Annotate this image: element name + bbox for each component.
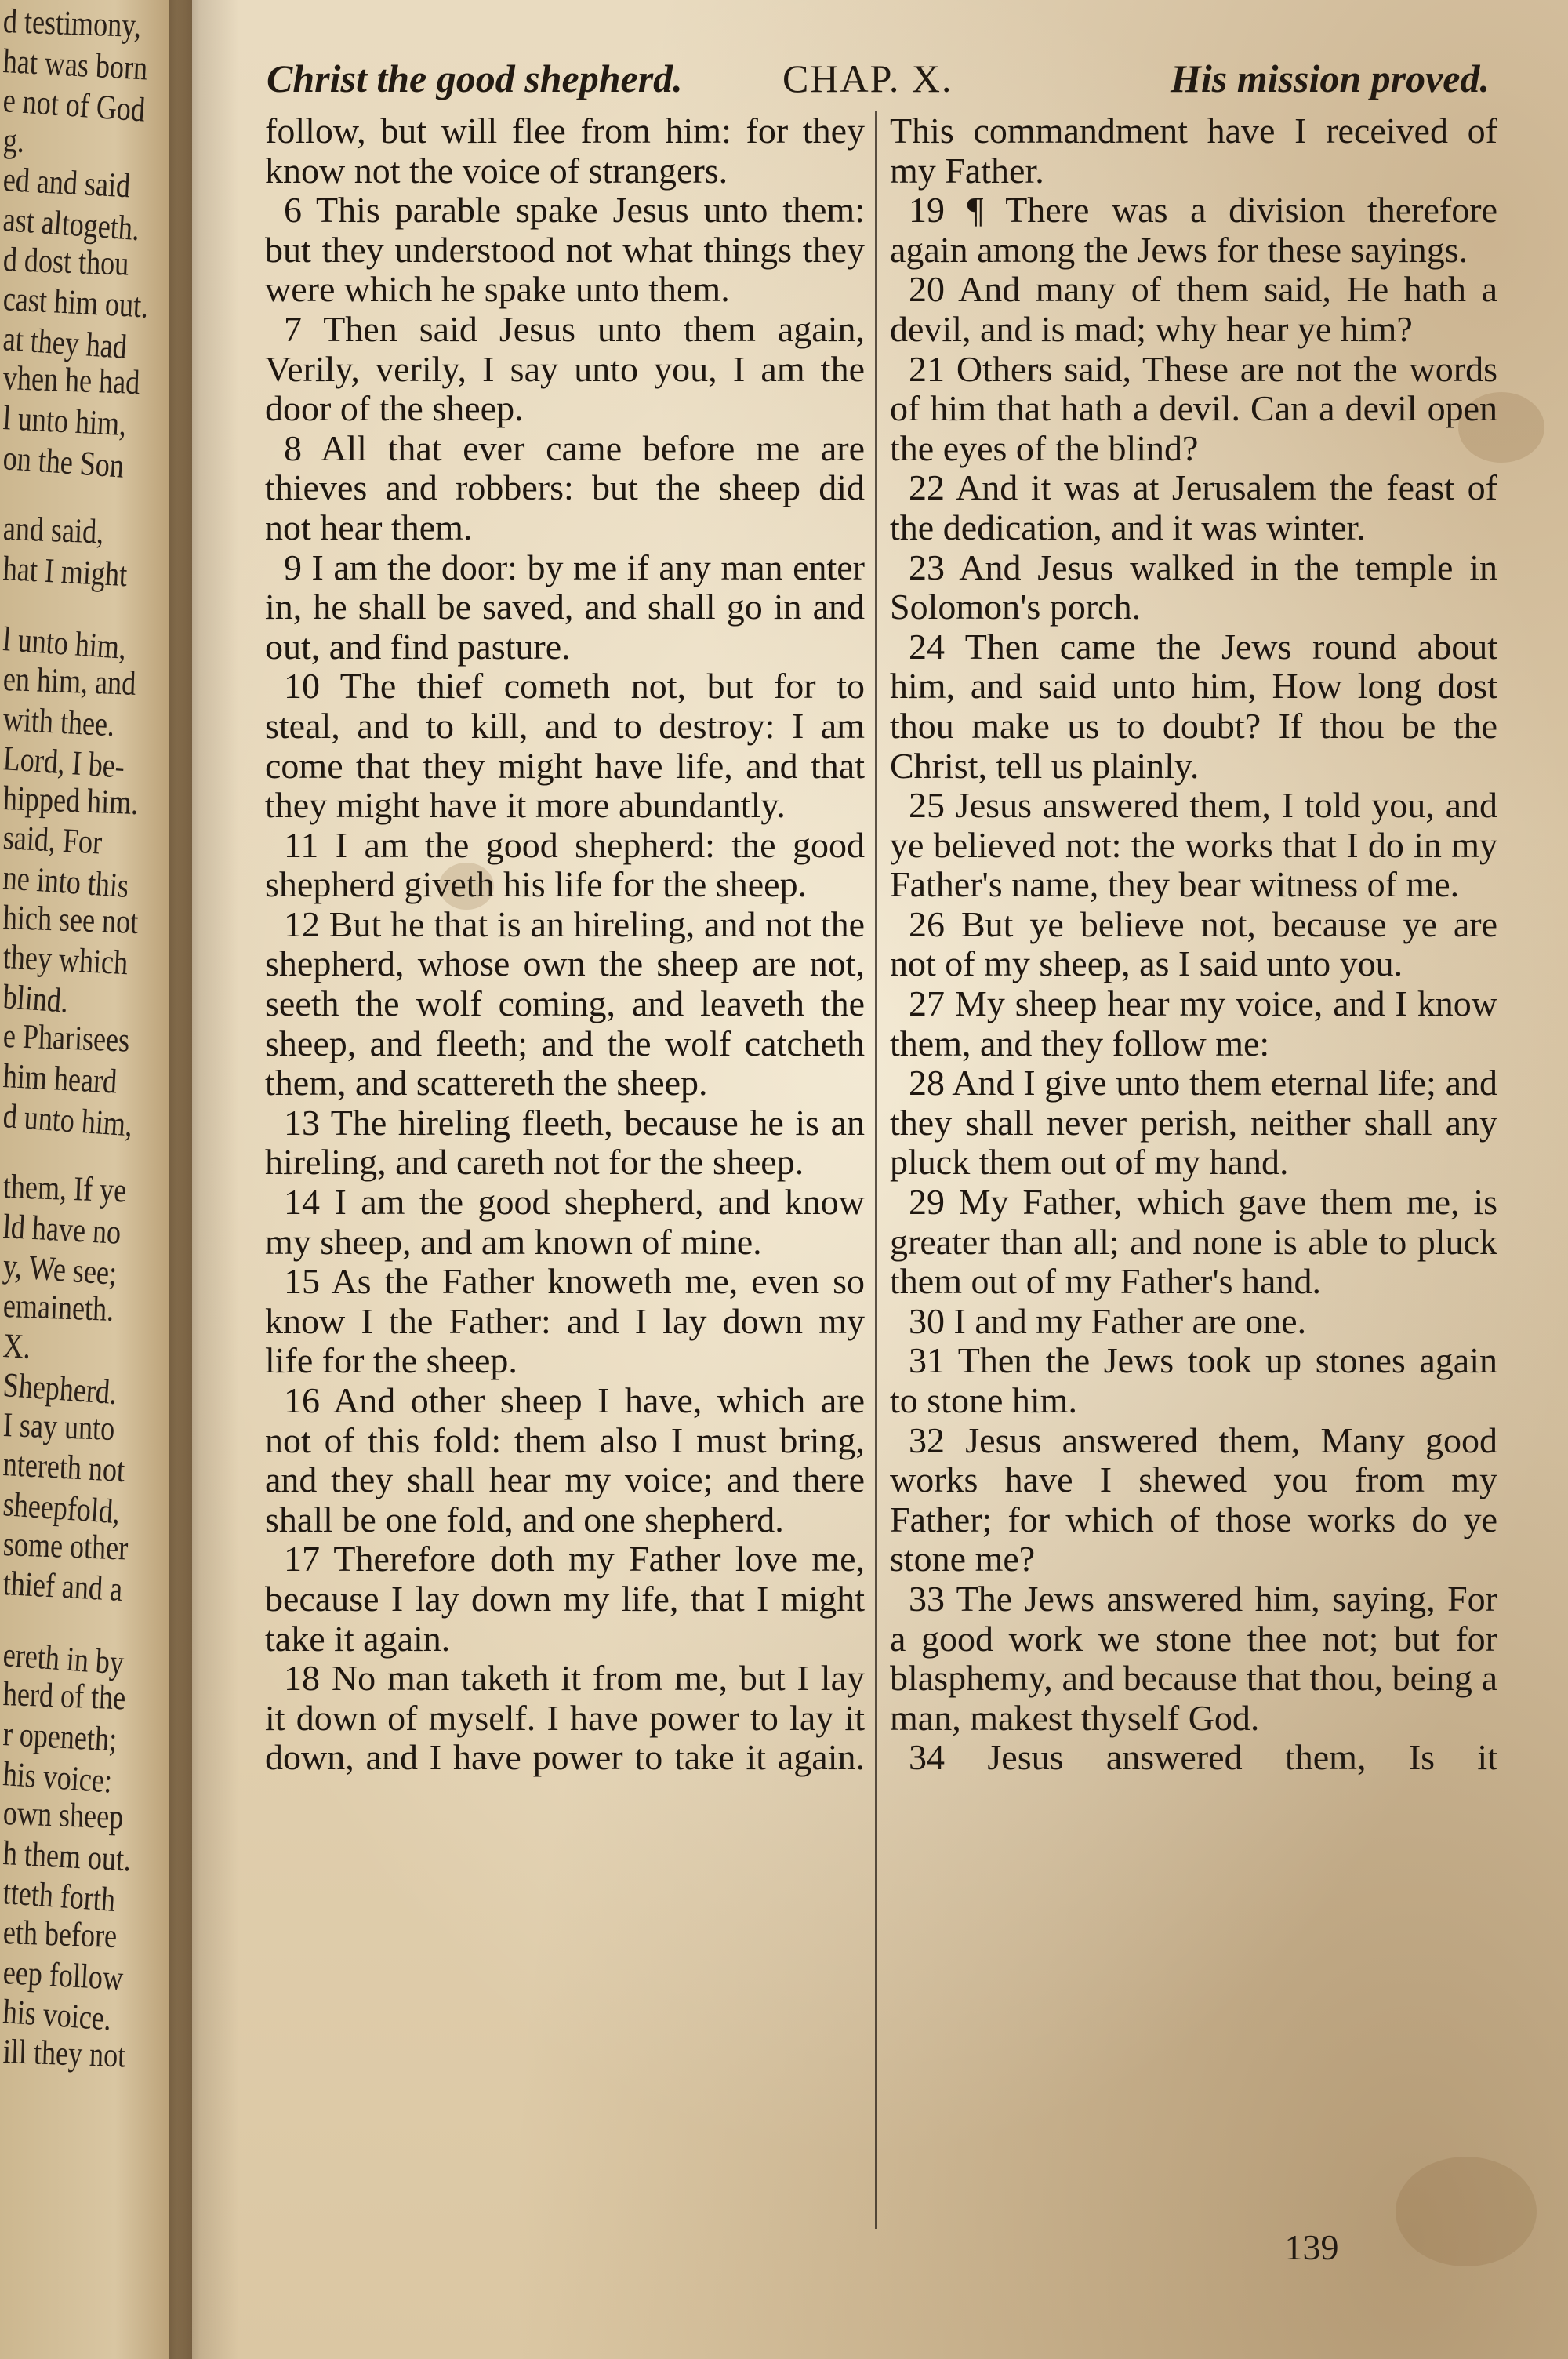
- header-left: Christ the good shepherd.: [267, 56, 683, 100]
- verse: 9 I am the door: by me if any man enter in, he shall be saved, and shall go in and out, and find pasture.: [265, 547, 865, 667]
- facing-page-text-fragment: on the Son: [2, 438, 125, 485]
- verse: 31 Then the Jews took up stones again to stone him.: [890, 1340, 1497, 1420]
- verse: 6 This parable spake Jesus unto them: but they understood not what things they were which he spake unto them.: [265, 190, 865, 310]
- facing-page-text-fragment: eth before: [2, 1913, 118, 1956]
- facing-page-text-fragment: d testimony,: [2, 2, 142, 45]
- verse: 34 Jesus answered them, Is it: [909, 1737, 1497, 1778]
- verse: 8 All that ever came before me are thieves and robbers: but the sheep did not hear them.: [265, 427, 865, 547]
- foxing-spot: [1396, 2157, 1537, 2266]
- facing-page-text-fragment: hat I might: [2, 548, 129, 594]
- verse: 30 I and my Father are one.: [909, 1300, 1307, 1341]
- facing-page-text-fragment: herd of the: [2, 1674, 127, 1717]
- facing-page-text-fragment: g.: [2, 120, 25, 160]
- verse: 13 The hireling fleeth, because he is an hireling, and careth not for the sheep.: [265, 1102, 865, 1183]
- verse: 15 As the Father knoweth me, even so know I the Father: and I lay down my life for the sheep.: [265, 1261, 865, 1381]
- facing-page-text-fragment: e not of God: [2, 81, 147, 129]
- verse: 18 No man taketh it from me, but I lay it down of myself. I have power to lay it down, and I have power to take it again.: [265, 1658, 865, 1778]
- facing-page-edge: [0, 0, 192, 2359]
- verse: 10 The thief cometh not, but for to steal, and to kill, and to destroy: I am come that they might have life, and that they might have it more abundantly.: [265, 666, 865, 826]
- facing-page-text-fragment: Shepherd.: [2, 1365, 118, 1412]
- verse: 27 My sheep hear my voice, and I know them, and they follow me:: [890, 983, 1497, 1063]
- verse: 21 Others said, These are not the words of him that hath a devil. Can a devil open the eyes of the blind?: [890, 348, 1497, 468]
- facing-page-text-fragment: y, We see;: [2, 1246, 118, 1293]
- facing-page-text-fragment: own sheep: [2, 1794, 125, 1837]
- facing-page-text-fragment: vhen he had: [2, 358, 141, 402]
- verse: 17 Therefore doth my Father love me, because I lay down my life, that I might take it again.: [265, 1539, 865, 1659]
- facing-page-text-fragment: ill they not: [2, 2031, 127, 2075]
- verse: follow, but will flee from him: for they know not the voice of strangers.: [265, 111, 865, 191]
- facing-page-text-fragment: l unto him,: [2, 620, 128, 667]
- facing-page-text-fragment: cast him out.: [2, 279, 150, 325]
- facing-page-text-fragment: they which: [2, 937, 129, 983]
- facing-page-text-fragment: ld have no: [2, 1206, 122, 1252]
- verse: 11 I am the good shepherd: the good shepherd giveth his life for the sheep.: [265, 824, 865, 905]
- header-right: His mission proved.: [1171, 56, 1490, 100]
- facing-page-text-fragment: hich see not: [2, 897, 140, 941]
- facing-page-text-fragment: blind.: [2, 976, 70, 1020]
- facing-page-text-fragment: e Pharisees: [2, 1016, 131, 1060]
- verse: 26 But ye believe not, because ye are not of my sheep, as I said unto you.: [890, 903, 1497, 984]
- verse: 19 ¶ There was a division therefore again among the Jews for these sayings.: [890, 190, 1497, 270]
- facing-page-text-fragment: sheepfold,: [2, 1485, 122, 1532]
- facing-page-text-fragment: and said,: [2, 509, 105, 551]
- facing-page-text-fragment: some other: [2, 1524, 129, 1568]
- running-header: [267, 47, 1490, 110]
- left-column: [265, 111, 865, 1778]
- facing-page-text-fragment: at they had: [2, 318, 129, 366]
- facing-page-text-fragment: hipped him.: [2, 778, 140, 822]
- verse: 24 Then came the Jews round about him, and said unto him, How long dost thou make us to doubt? If thou be the Christ, tell us plainly.: [890, 626, 1497, 786]
- facing-page-text-fragment: en him, and: [2, 660, 137, 703]
- verse: 22 And it was at Jerusalem the feast of the dedication, and it was winter.: [890, 467, 1497, 547]
- facing-page-text-fragment: X.: [2, 1325, 32, 1366]
- facing-page-text-fragment: thief and a: [2, 1564, 124, 1609]
- facing-page-text-fragment: d dost thou: [2, 239, 130, 283]
- facing-page-text-fragment: him heard: [2, 1056, 118, 1101]
- facing-page-text-fragment: d unto him,: [2, 1096, 134, 1144]
- facing-page-text-fragment: with thee.: [2, 699, 116, 744]
- facing-page-text-fragment: ne into this: [2, 858, 130, 906]
- facing-page-text-fragment: eep follow: [2, 1952, 125, 1997]
- right-column: [890, 111, 1497, 1778]
- verse: 12 But he that is an hireling, and not the shepherd, whose own the sheep are not, seeth the wolf coming, and leaveth the sheep, and fleeth; and the wolf catcheth them, and scattereth the sheep.: [265, 903, 865, 1103]
- verse: 16 And other sheep I have, which are not of this fold: them also I must bring, and they shall hear my voice; and there shall be one fold, and one shepherd.: [265, 1380, 865, 1539]
- facing-page-text-fragment: emaineth.: [2, 1286, 115, 1329]
- facing-page-text-fragment: them, If ye: [2, 1167, 128, 1210]
- facing-page-text-fragment: hat was born: [2, 41, 149, 88]
- verse: 32 Jesus answered them, Many good works have I shewed you from my Father; for which of those works do ye stone me?: [890, 1419, 1497, 1579]
- facing-page-text-fragment: h them out.: [2, 1833, 132, 1879]
- facing-page-text-fragment: Lord, I be-: [2, 739, 126, 786]
- verse: 20 And many of them said, He hath a devil, and is mad; why hear ye him?: [890, 269, 1497, 349]
- facing-page-text-fragment: I say unto: [2, 1405, 116, 1448]
- facing-page-text-fragment: ntereth not: [2, 1445, 126, 1490]
- verse: 23 And Jesus walked in the temple in Solomon's porch.: [890, 547, 1497, 627]
- verse: 29 My Father, which gave them me, is greater than all; and none is able to pluck them out of my Father's hand.: [890, 1182, 1497, 1302]
- facing-page-text-fragment: tteth forth: [2, 1873, 117, 1920]
- facing-page-text-fragment: his voice:: [2, 1754, 114, 1801]
- facing-page-text-fragment: l unto him,: [2, 398, 128, 444]
- verse: 33 The Jews answered him, saying, For a good work we stone thee not; but for blasphemy, and because that thou, being a man, makest thyself God.: [890, 1578, 1497, 1738]
- facing-page-text-fragment: said, For: [2, 818, 103, 862]
- verse: 7 Then said Jesus unto them again, Verily, verily, I say unto you, I am the door of the sheep.: [265, 308, 865, 429]
- verse: 14 I am the good shepherd, and know my sheep, and am known of mine.: [265, 1182, 865, 1262]
- facing-page-text-fragment: ast altogeth.: [2, 200, 141, 249]
- column-divider: [875, 111, 877, 2229]
- facing-page-text-fragment: ereth in by: [2, 1634, 125, 1682]
- facing-page-text-fragment: r openeth;: [2, 1714, 118, 1759]
- verse: This commandment have I received of my Father.: [890, 111, 1497, 191]
- facing-page-text-fragment: ed and said: [2, 160, 132, 205]
- chapter-heading: CHAP. X.: [782, 56, 953, 100]
- verse: 25 Jesus answered them, I told you, and ye believed not: the works that I do in my Father's name, they bear witness of me.: [890, 785, 1497, 905]
- gutter-shadow: [169, 0, 239, 2359]
- verse: 28 And I give unto them eternal life; and they shall never perish, neither shall any pluck them out of my hand.: [890, 1063, 1497, 1183]
- facing-page-text-fragment: his voice.: [2, 1992, 113, 2038]
- page-number: 139: [1284, 2227, 1339, 2267]
